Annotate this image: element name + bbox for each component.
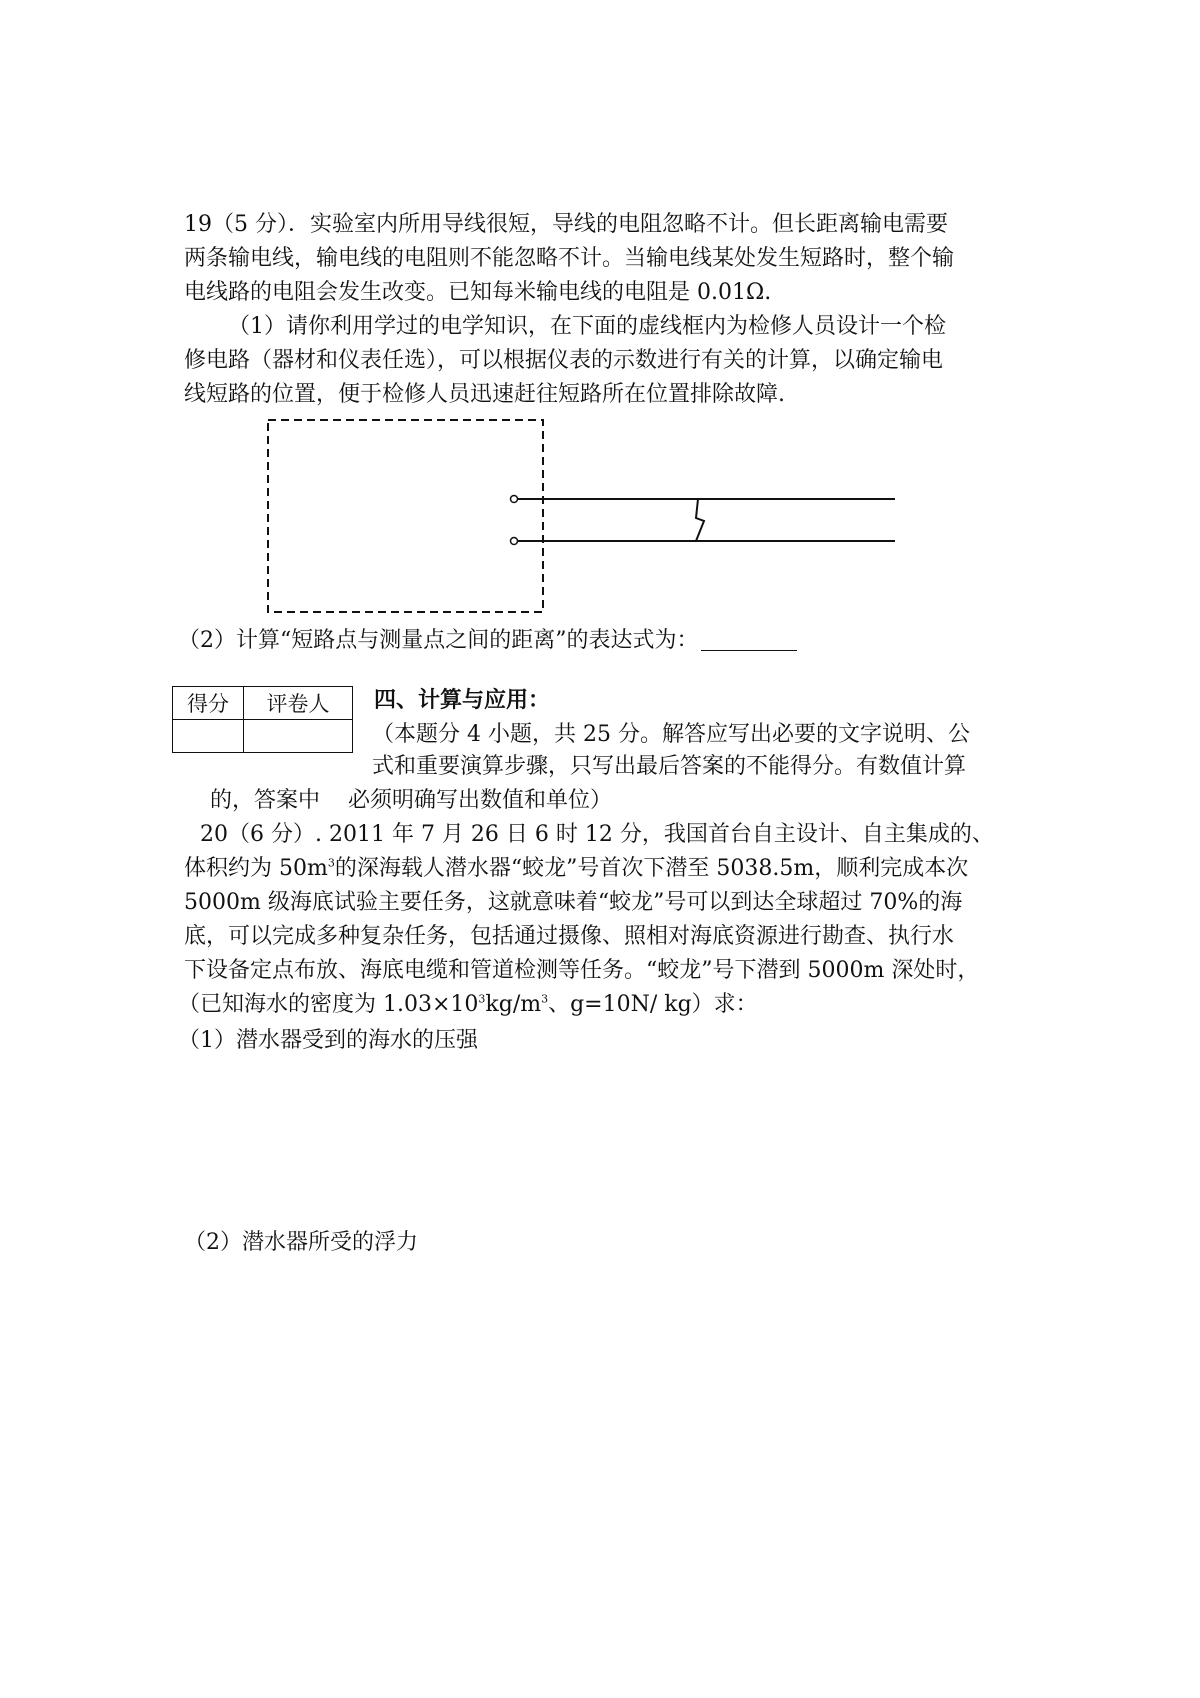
section-note-line-3 bbox=[210, 786, 1050, 816]
section-note-tail-b: 必须明确写出数值和单位） bbox=[348, 788, 613, 813]
section-note-line-1: （本题分 4 小题，共 25 分。解答应写出必要的文字说明、公 bbox=[372, 722, 970, 747]
q20-line-1: 20（6 分）. 2011 年 7 月 26 日 6 时 12 分，我国首台自主设计、自主集成的、 bbox=[200, 822, 994, 847]
q20-line-6-sup2: 3 bbox=[541, 992, 549, 1006]
q20-line-4: 底，可以完成多种复杂任务，包括通过摄像、照相对海底资源进行勘查、执行水 bbox=[184, 924, 955, 949]
circuit-diagram bbox=[250, 410, 910, 620]
section-note-line-2: 式和重要演算步骤，只写出最后答案的不能得分。有数值计算 bbox=[372, 754, 967, 779]
q20-line-6c: 、g=10N/ kg）求： bbox=[548, 992, 758, 1017]
q19-part1-line-2: 修电路（器材和仪表任选），可以根据仪表的示数进行有关的计算，以确定输电 bbox=[184, 348, 944, 373]
q19-intro-line-3: 电线路的电阻会发生改变。已知每米输电线的电阻是 0.01Ω. bbox=[184, 280, 772, 305]
q20-line-6b: kg/m bbox=[485, 992, 542, 1017]
grader-cell[interactable] bbox=[244, 720, 353, 753]
q19-part2-line bbox=[178, 626, 1018, 656]
q19-part1-line-1: （1）请你利用学过的电学知识，在下面的虚线框内为检修人员设计一个检 bbox=[228, 314, 946, 339]
q20-line-2-sup: 3 bbox=[327, 856, 335, 870]
grader-header: 评卷人 bbox=[244, 687, 353, 720]
terminal-top bbox=[511, 496, 518, 503]
q19-part2-text: （2）计算“短路点与测量点之间的距离”的表达式为： bbox=[178, 628, 699, 653]
section-note-tail-a: 的，答案中 bbox=[210, 788, 321, 813]
q20-line-2b: 的深海载人潜水器“蛟龙”号首次下潜至 5038.5m，顺利完成本次 bbox=[334, 856, 969, 881]
score-header: 得分 bbox=[173, 687, 244, 720]
q20-line-6 bbox=[178, 990, 1018, 1020]
score-cell[interactable] bbox=[173, 720, 244, 753]
q20-line-5: 下设备定点布放、海底电缆和管道检测等任务。“蛟龙”号下潜到 5000m 深处时， bbox=[184, 958, 980, 983]
q20-line-3: 5000m 级海底试验主要任务，这就意味着“蛟龙”号可以到达全球超过 70%的海 bbox=[184, 890, 963, 915]
q19-intro-line-1: 19（5 分）．实验室内所用导线很短，导线的电阻忽略不计。但长距离输电需要 bbox=[184, 212, 948, 237]
q20-line-2a: 体积约为 50m bbox=[184, 856, 328, 881]
q20-line-2 bbox=[184, 854, 1024, 884]
q20-part2: （2）潜水器所受的浮力 bbox=[184, 1230, 418, 1255]
q20-line-6a: （已知海水的密度为 1.03×10 bbox=[178, 992, 479, 1017]
q20-part1: （1）潜水器受到的海水的压强 bbox=[178, 1028, 478, 1053]
answer-blank[interactable] bbox=[701, 628, 797, 651]
score-table bbox=[172, 686, 353, 753]
q20-line-6-sup1: 3 bbox=[478, 992, 486, 1006]
section-title: 四、计算与应用： bbox=[374, 688, 551, 713]
dashed-design-box bbox=[268, 420, 543, 612]
terminal-bottom bbox=[511, 538, 518, 545]
short-circuit-point bbox=[696, 499, 704, 541]
q19-part1-line-3: 线短路的位置，便于检修人员迅速赶往短路所在位置排除故障. bbox=[184, 382, 785, 407]
q19-intro-line-2: 两条输电线，输电线的电阻则不能忽略不计。当输电线某处发生短路时，整个输 bbox=[184, 246, 955, 271]
